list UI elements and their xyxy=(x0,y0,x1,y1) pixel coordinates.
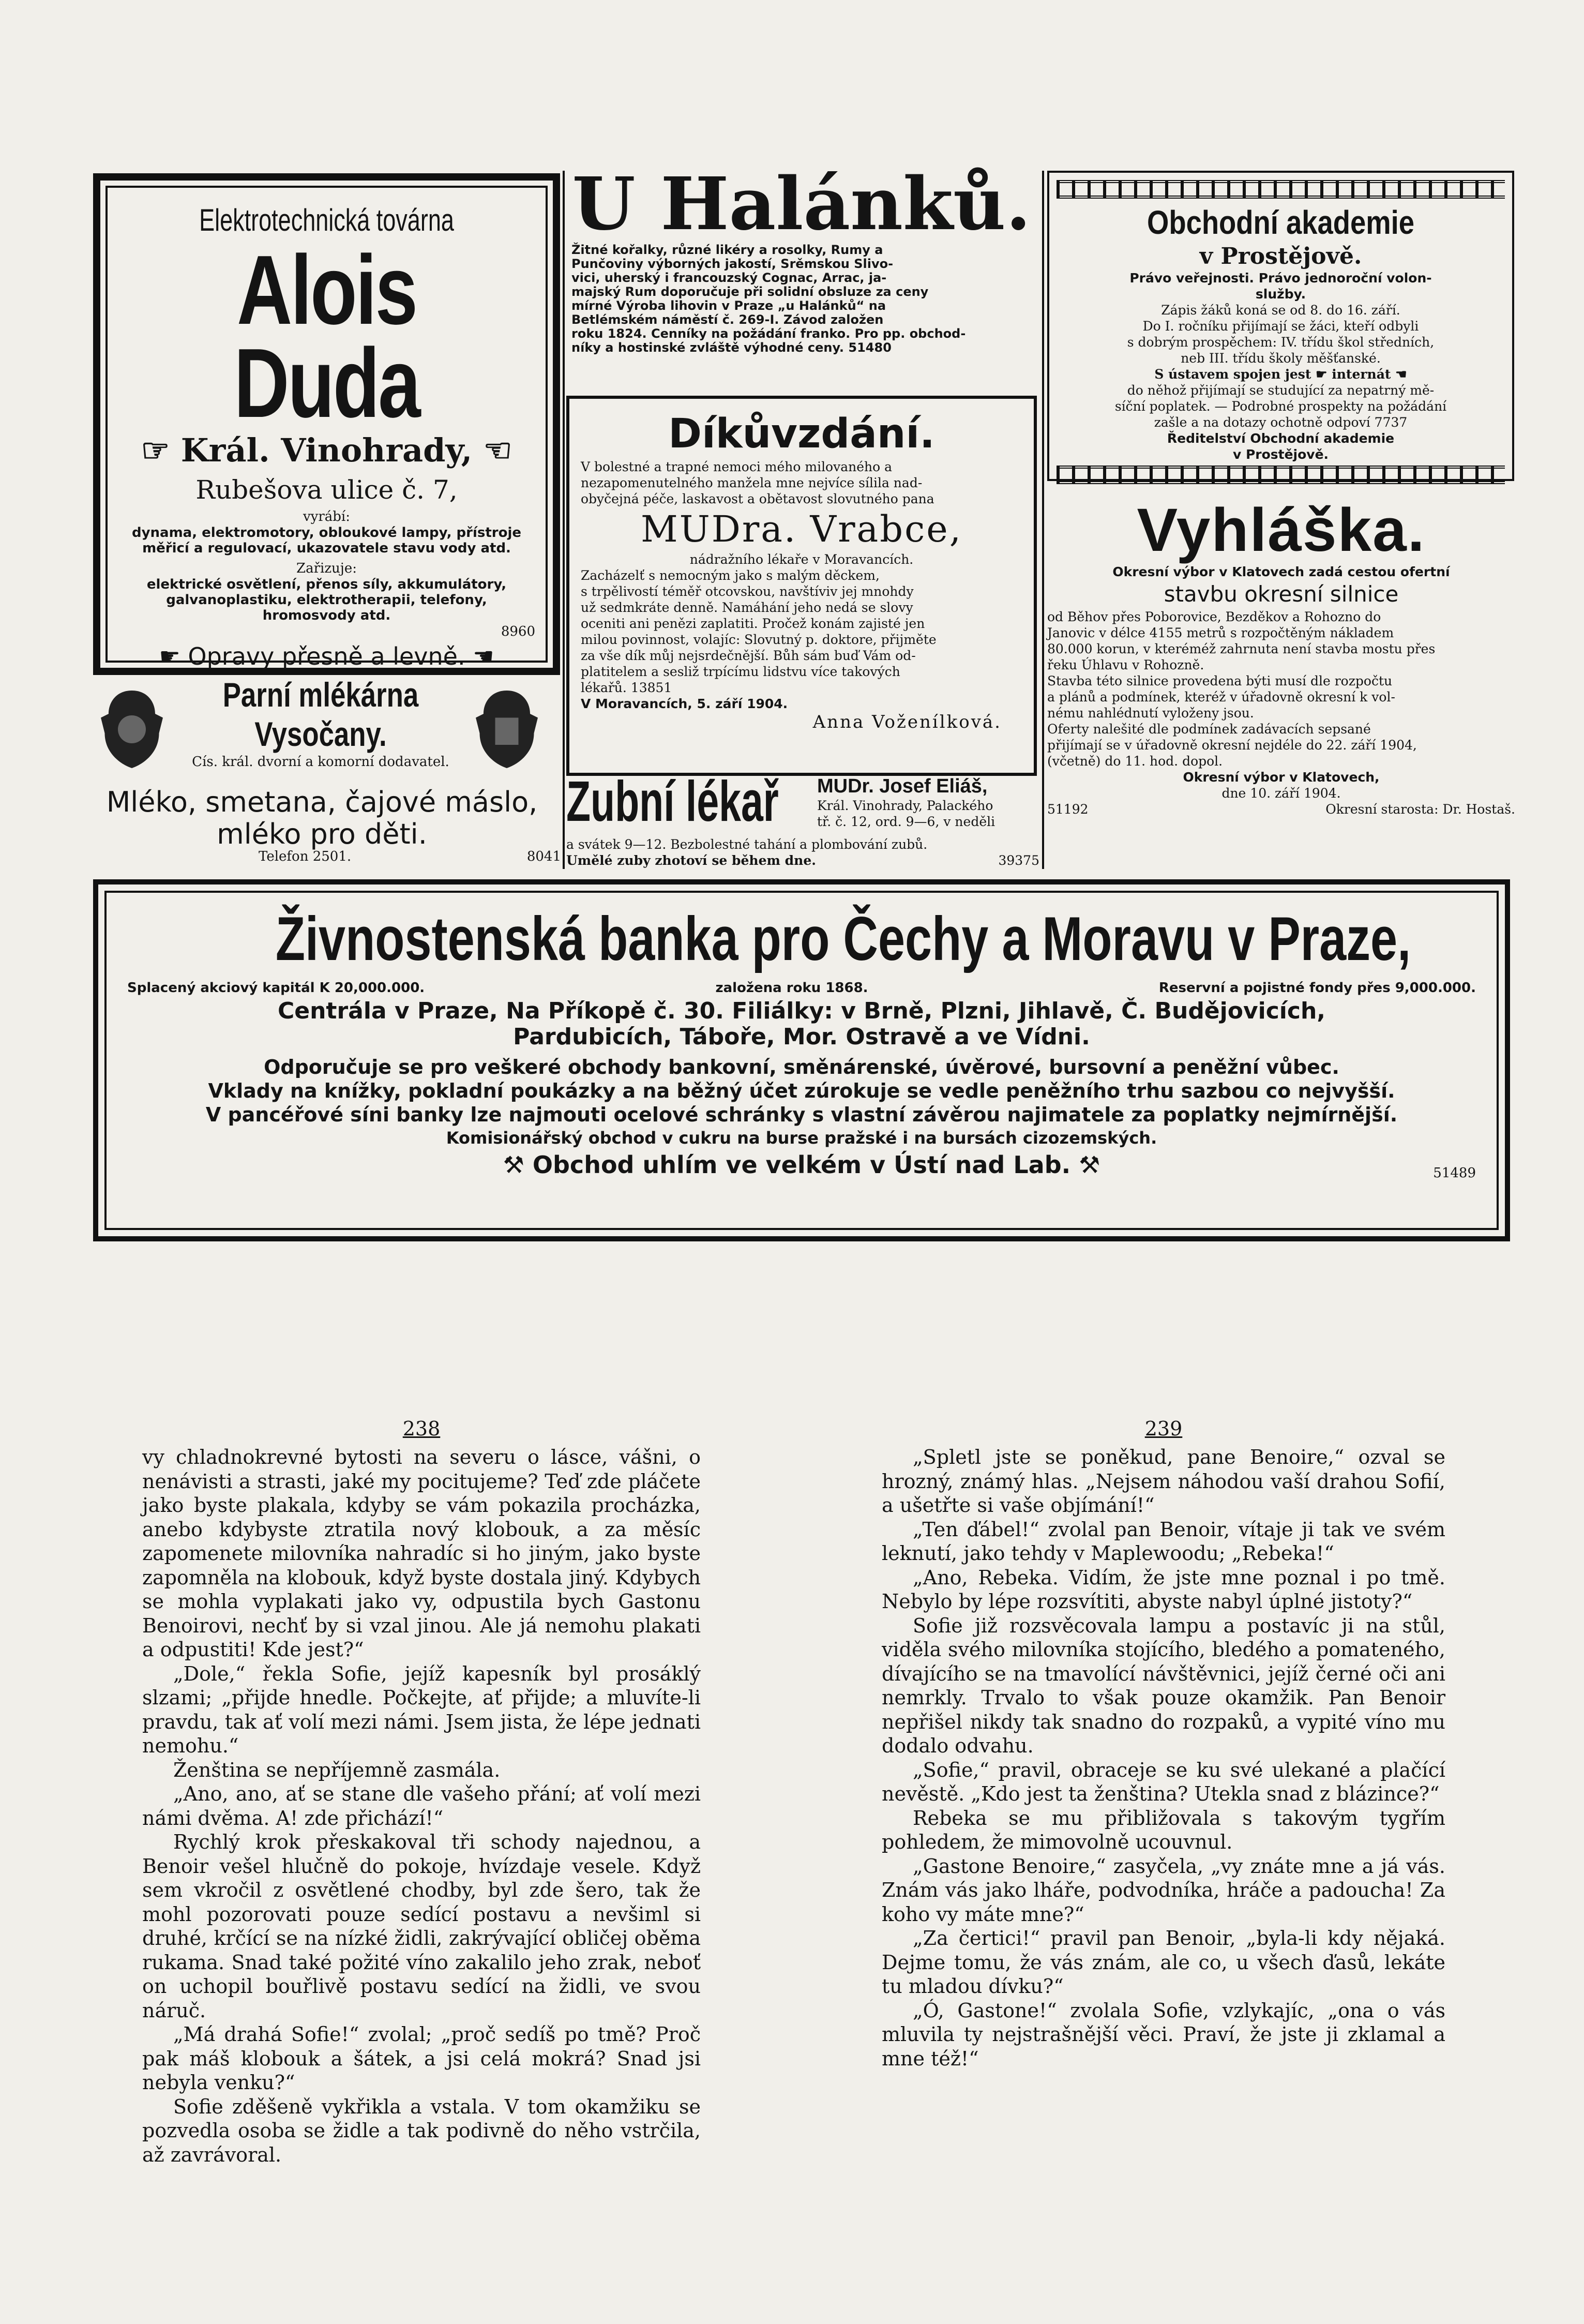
paragraph: „Sofie,“ pravil, obraceje se ku své ulekané a plačící nevěstě. „Kdo jest ta ženština? Utekla snad z blázince?“ xyxy=(882,1758,1445,1805)
paragraph: vy chladnokrevné bytosti na severu o lásce, vášni, o nenávisti a strasti, jaké my pocitujeme? Teď zde pláčete jako byste plakala, kdyby se vám pokazila procházka, anebo kdybyste ztratila nový klobouk, a za měsíc zapomenete milovníka nahradíc si ho jiným, jako byste zapomněla na klobouk, když byste dostala jiný. Kdybych se mohla vyplakati jako vy, odpustila bych Gastonu Benoirovi, nechť by si vzal jinou. Ale já nemohu plakati a odpustiti! Kde jest?“ xyxy=(142,1446,701,1661)
bank-advertisement xyxy=(93,879,1510,1241)
bank-capital-row: Splacený akciový kapitál K 20,000.000. založena roku 1868. Reservní a pojistné fondy přes 9,000.000. xyxy=(127,980,1476,996)
paragraph: Rychlý krok přeskakoval tři schody najednou, a Benoir vešel hlučně do pokoje, hvízdaje vesele. Když sem vkročil z osvětlené chodby, byl zde šero, tak že mohl pozorovati pouze sedící postavu a nevšiml si druhé, krčící se na nízké židli, zakrývající obličej oběma rukama. Snad také požité víno zakalilo jeho zrak, neboť on uchopil bouřlivě postavu sedící na židli, ve svou náruč. xyxy=(142,1831,701,2022)
dairy-supplier: Cís. král. dvorní a komorní dodavatel. xyxy=(192,754,449,770)
dairy-advertisement xyxy=(83,675,561,866)
halanku-advertisement xyxy=(566,162,1037,393)
pointing-hand-icon: ☛ xyxy=(159,642,188,670)
dairy-title-1: Parní mlékárna xyxy=(222,676,419,714)
paragraph: „Ano, ano, ať se stane dle vašeho přání; ať volí mezi námi dvěma. A! zde přichází!“ xyxy=(142,1782,701,1830)
bank-commission: Komisionářský obchod v cukru na burse pražské i na bursách cizozemských. xyxy=(446,1128,1157,1148)
academy-city: v Prostějově. xyxy=(1199,243,1362,269)
announcement-footer: 51192 Okresní starosta: Dr. Hostaš. xyxy=(1047,802,1515,817)
academy-advertisement xyxy=(1047,171,1514,481)
dentist-line-4: Umělé zuby zhotoví se během dne. xyxy=(566,853,816,868)
announcement-subject: stavbu okresní silnice xyxy=(1164,581,1399,607)
thanks-intro: V bolestné a trapné nemoci mého milovaného a nezapomenutelného manžela mne nejvíce sílila nad- obyčejná péče, laskavost a obětavost slovutného pana xyxy=(581,459,934,506)
column-divider xyxy=(563,171,565,869)
duda-installs-text: elektrické osvětlení, přenos síly, akkumulátory, galvanoplastiku, elektrotherapii, telefony, hromosvody atd. xyxy=(146,577,507,623)
duda-city: ☞ Král. Vinohrady, ☜ xyxy=(141,431,512,469)
paragraph: „Za čertici!“ pravil pan Benoir, „byla-li kdy nějaká. Dejme tomu, že vás znám, ale co, u všech ďasů, lekáte tu mladou dívku?“ xyxy=(882,1927,1445,1998)
announcement-advertisement xyxy=(1047,497,1515,864)
dairy-slogan-1: Mléko, smetana, čajové máslo, xyxy=(106,786,538,818)
meander-border xyxy=(1057,466,1505,484)
dentist-line-3: a svátek 9—12. Bezbolestné tahání a plombování zubů. xyxy=(566,837,928,852)
hand-right-icon: ☜ xyxy=(472,431,512,469)
announcement-text: od Běhov přes Poborovice, Bezděkov a Rohozno do Janovic v délce 4155 metrů s rozpočtěným nákladem 80.000 korun, v kteréméž zahrnuta není stavba mostu přes řeku Úhlavu v Rohozně. Stavba této silnice provedena býti musí dle rozpočtu a plánů a podmínek, kteréž v úřadovně okresní k vol- nému nahlédnutí vyloženy jsou. Oferty nalešité dle podmínek zadávacích sepsané přijímají se v úřadovně okresní nejdéle do 22. září 1904, (včetně) do 11. hod. dopol. xyxy=(1047,609,1436,769)
thanks-body: Zacházelť s nemocným jako s malým děckem, s trpělivostí téměř otcovskou, navštíviv jej mnohdy už sedmkráte denně. Namáhání jeho nedá se slovy oceniti ani penězi zaplatiti. Pročež konám zajisté jen milou povinnost, volajíc: Slovutný p. doktore, přijměte za vše dík můj nejsrdečnější. Bůh sám buď Vám od- platitelem a sesliž trpícímu lidstvu více takových lékařů. 13851 xyxy=(581,568,937,695)
left-text-column xyxy=(142,1417,701,2166)
paragraph: „Ten ďábel!“ zvolal pan Benoir, vítaje ji tak ve svém leknutí, jako tehdy v Maplewoodu; „Rebeka!“ xyxy=(882,1518,1445,1565)
paragraph: „Ano, Rebeka. Vidím, že jste mne poznal i po tmě. Nebylo by lépe rozsvítiti, abyste nabyl úplné jistoty?“ xyxy=(882,1566,1445,1613)
duda-street: Rubešova ulice č. 7, xyxy=(195,475,458,505)
paragraph: „Dole,“ řekla Sofie, jejíž kapesník byl prosáklý slzami; „přijde hnedle. Počkejte, ať přijde; a mluvíte-li pravdu, tak ať volí mezi námi. Jsem jista, že lépe jednati nemohu.“ xyxy=(142,1662,701,1757)
duda-makes-label: vyrábí: xyxy=(303,509,351,524)
dentist-address-2: tř. č. 12, ord. 9—6, v neděli xyxy=(817,814,995,829)
dentist-code: 39375 xyxy=(998,853,1039,868)
bank-central-2: Pardubicích, Táboře, Mor. Ostravě a ve Vídni. xyxy=(513,1024,1090,1050)
thanks-doctor-role: nádražního lékaře v Moravancích. xyxy=(689,552,914,567)
pointing-hand-icon: ☚ xyxy=(465,642,494,670)
thanks-advertisement xyxy=(566,396,1037,776)
announcement-sign-1: Okresní výbor v Klatovech, xyxy=(1183,770,1380,785)
duda-top-line: Elektrotechnická továrna xyxy=(199,203,454,237)
announcement-title: Vyhláška. xyxy=(1137,496,1426,564)
announcement-sign-2: dne 10. září 1904. xyxy=(1221,786,1341,801)
crest-left-icon xyxy=(93,685,171,773)
hammers-icon: ⚒ xyxy=(503,1151,533,1179)
thanks-place: V Moravancích, 5. září 1904. xyxy=(581,696,788,711)
paragraph: „Gastone Benoire,“ zasyčela, „vy znáte mne a já vás. Znám vás jako lháře, podvodníka, hráče a padoucha! Za koho vy máte mne?“ xyxy=(882,1854,1445,1926)
dentist-advertisement xyxy=(566,766,1039,869)
halanku-title: U Halánků. xyxy=(572,162,1031,247)
column-divider xyxy=(1042,171,1044,869)
thanks-title: Díkůvzdání. xyxy=(668,411,935,457)
academy-text: Právo veřejnosti. Právo jednoroční volon- služby. Zápis žáků koná se od 8. do 16. září. Do I. ročníku přijímají se žáci, kteří odbyli s dobrým prospěchem: IV. třídu škol středních, neb III. třídu školy měšťanské. S ústavem spojen jest ☛ internát ☚ do něhož přijímají se studující za nepatrný mě- síční poplatek. — Podrobné prospekty na požádání zašle a na dotazy ochotně odpoví 7737 Ředitelství Obchodní akademie v Prostějově. xyxy=(1114,271,1447,462)
academy-title: Obchodní akademie xyxy=(1147,204,1414,241)
dairy-title-2: Vysočany. xyxy=(254,715,387,753)
crest-right-icon xyxy=(468,685,546,773)
paragraph: „Ó, Gastone!“ zvolala Sofie, vzlykajíc, „ona o vás mluvila ty nejstrašnější věci. Praví, že jste ji zklamal a mne též!“ xyxy=(882,1999,1445,2070)
bank-body: Odporučuje se pro veškeré obchody bankovní, směnárenské, úvěrové, bursovní a peněžní vůbec. Vklady na knížky, pokladní poukázky a na běžný účet zúrokuje se vedle peněžního trhu sazbou co nejvyšší. V pancéřové síni banky lze najmouti ocelové schránky s vlastní závěrou najimatele za poplatky nejmírnější. xyxy=(205,1056,1398,1126)
dentist-title: Zubní lékař xyxy=(566,770,779,833)
paragraph: „Spletl jste se poněkud, pane Benoire,“ ozval se hrozný, známý hlas. „Nejsem náhodou vaší drahou Sofií, a ušetřte si vaše objímání!“ xyxy=(882,1446,1445,1517)
bank-title: Živnostenská banka pro Čechy a Moravu v Praze, xyxy=(275,904,1411,973)
dairy-slogan-2: mléko pro děti. xyxy=(217,818,427,850)
duda-repairs: ☛ Opravy přesně a levně. ☚ xyxy=(159,642,494,670)
dairy-phone: Telefon 2501. xyxy=(259,849,352,864)
paragraph: Ženština se nepříjemně zasmála. xyxy=(173,1758,501,1781)
bank-coal: ⚒ Obchod uhlím ve velkém v Ústí nad Lab. ⚒ xyxy=(503,1151,1100,1179)
dairy-code: 8041 xyxy=(526,849,561,864)
dentist-name: MUDr. Josef Eliáš, xyxy=(817,775,988,797)
page-number: 239 xyxy=(1144,1417,1183,1440)
paragraph: „Má drahá Sofie!“ zvolal; „proč sedíš po tmě? Proč pak máš klobouk a šátek, a jsi celá mokrá? Snad jsi nebyla venku?“ xyxy=(142,2023,701,2094)
paragraph: Sofie zděšeně vykřikla a vstala. V tom okamžiku se pozvedla osoba se židle a tak podivně do něho vstrčila, až zavrávoral. xyxy=(142,2095,701,2166)
hand-left-icon: ☞ xyxy=(141,431,181,469)
thanks-doctor: MUDra. Vrabce, xyxy=(641,508,962,550)
duda-makes-text: dynama, elektromotory, obloukové lampy, přístroje měřicí a regulovací, ukazovatele stavu vody atd. xyxy=(131,525,522,556)
thanks-signature: Anna Voženílková. xyxy=(812,712,1002,732)
bank-central: Centrála v Praze, Na Příkopě č. 30. Filiálky: v Brně, Plzni, Jihlavě, Č. Budějovicích, xyxy=(277,998,1326,1024)
dentist-address-1: Král. Vinohrady, Palackého xyxy=(817,798,993,813)
duda-advertisement xyxy=(93,173,560,675)
meander-border xyxy=(1057,180,1505,199)
right-text-column xyxy=(882,1417,1445,2141)
paragraph: Rebeka se mu přibližovala s takovým tygřím pohledem, že mimovolně ucouvnul. xyxy=(882,1806,1445,1853)
hammers-icon: ⚒ xyxy=(1070,1151,1100,1179)
duda-company-name: Alois Duda xyxy=(234,235,419,438)
paragraph: Sofie již rozsvěcovala lampu a postavíc ji na stůl, viděla svého milovníka stojícího, bledého a pomateného, dívajícího se na tmavolící návštěvnici, jejíž černé oči ani nemrkly. Trvalo to však pouze okamžik. Pan Benoir nepřišel nikdy tak snadno do rozpaků, a vypité víno mu dodalo odvahu. xyxy=(882,1614,1445,1757)
duda-installs-label: Zařizuje: xyxy=(296,561,357,576)
halanku-text: Žitné kořalky, různé likéry a rosolky, Rumy a Punčoviny výborných jakostí, Srěmskou Slivo- vici, uherský i francouzský Cognac, Arrac, ja- majský Rum doporučuje při solidní obsluze za ceny mírné Výroba lihovin v Praze „u Halánků“ na Betlémském náměstí č. 269-I. Závod založen roku 1824. Cenníky na požádání franko. Pro pp. obchod- níky a hostinské zvláště výhodné ceny. 51480 xyxy=(571,243,966,355)
page-number: 238 xyxy=(402,1417,441,1440)
announcement-intro: Okresní výbor v Klatovech zadá cestou ofertní xyxy=(1112,564,1450,579)
bank-code: 51489 xyxy=(1433,1165,1476,1181)
duda-code: 8960 xyxy=(501,624,535,639)
